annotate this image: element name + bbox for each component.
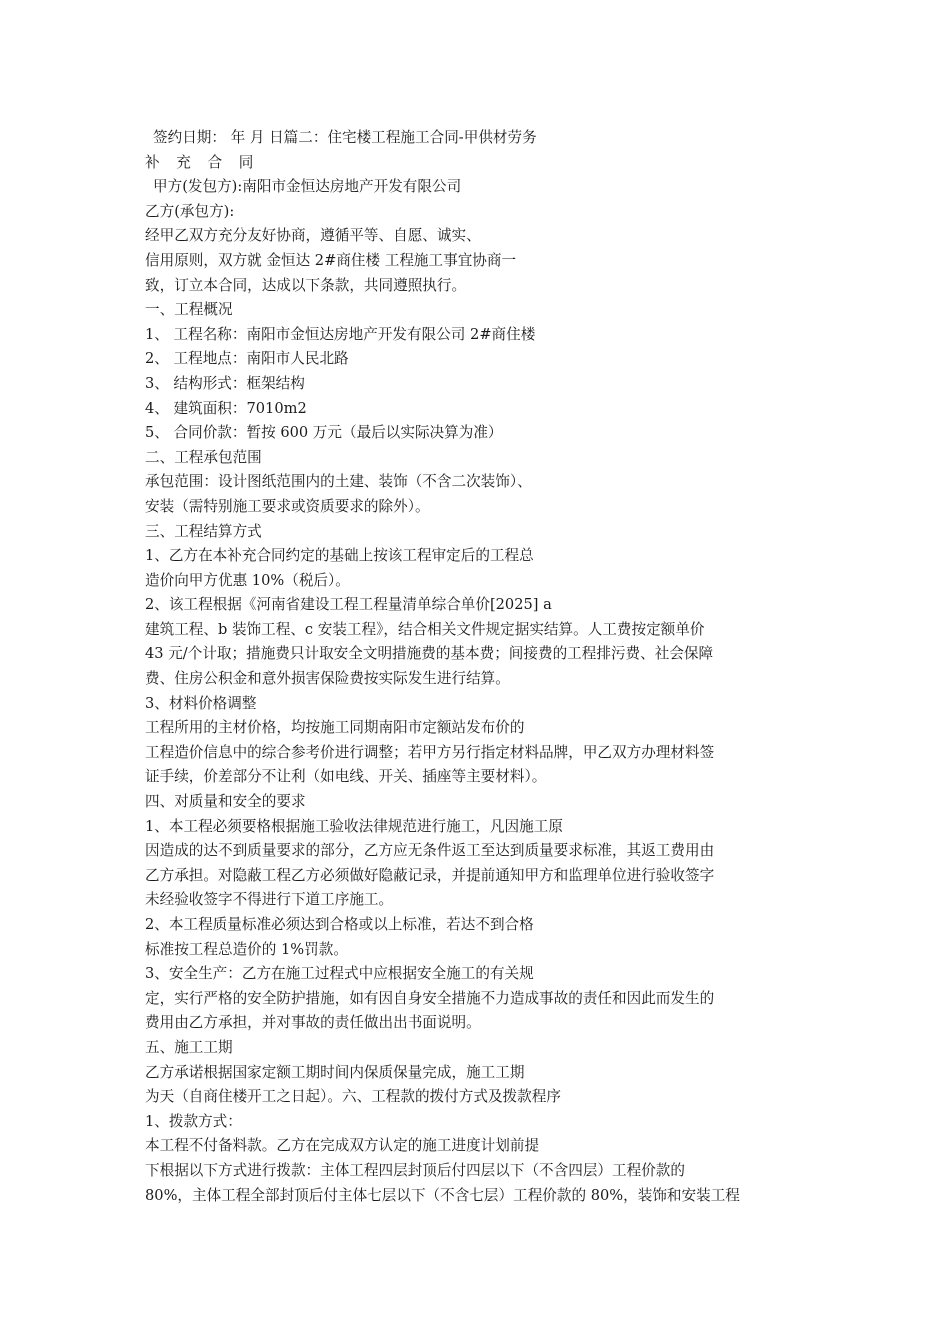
text-line: 承包范围：设计图纸范围内的土建、装饰（不含二次装饰）、 bbox=[145, 473, 532, 491]
text-line: 工程造价信息中的综合参考价进行调整；若甲方另行指定材料品牌，甲乙双方办理材料签 bbox=[145, 743, 715, 761]
text-line: 2、本工程质量标准必须达到合格或以上标准，若达不到合格 bbox=[145, 916, 534, 933]
section-heading: 三、工程结算方式 bbox=[145, 522, 262, 540]
text-line: 43 元/个计取；措施费只计取安全文明措施费的基本费；间接费的工程排污费、社会保障 bbox=[145, 645, 714, 663]
text-line: 1、乙方在本补充合同约定的基础上按该工程审定后的工程总 bbox=[145, 547, 534, 565]
text-line: 乙方承担。对隐蔽工程乙方必须做好隐蔽记录，并提前通知甲方和监理单位进行验收签字 bbox=[145, 866, 715, 884]
text-line: 80%，主体工程全部封顶后付主体七层以下（不含七层）工程价款的 80%，装饰和安装工程 bbox=[145, 1186, 740, 1204]
section-heading: 四、对质量和安全的要求 bbox=[145, 793, 306, 811]
text-line: 下根据以下方式进行拨款：主体工程四层封顶后付四层以下（不含四层）工程价款的 bbox=[145, 1161, 685, 1179]
text-line: 工程所用的主材价格，均按施工同期南阳市定额站发布价的 bbox=[145, 719, 525, 737]
text-line: 本工程不付备料款。乙方在完成双方认定的施工进度计划前提 bbox=[145, 1137, 540, 1155]
list-item: 2、 工程地点：南阳市人民北路 bbox=[145, 350, 349, 368]
list-item: 5、 合同价款：暂按 600 万元（最后以实际决算为准） bbox=[145, 424, 503, 442]
text-line: 造价向甲方优惠 10%（税后）。 bbox=[145, 571, 350, 589]
party-b-line: 乙方(承包方): bbox=[145, 202, 235, 220]
text-line: 标准按工程总造价的 1%罚款。 bbox=[145, 940, 348, 958]
party-a-line: 甲方(发包方):南阳市金恒达房地产开发有限公司 bbox=[153, 178, 462, 196]
list-item: 4、 建筑面积：7010m2 bbox=[145, 399, 307, 417]
text-line: 经甲乙双方充分友好协商，遵循平等、自愿、诚实、 bbox=[145, 227, 481, 245]
subsection-heading: 1、拨款方式： bbox=[145, 1112, 242, 1130]
subsection-heading: 3、材料价格调整 bbox=[145, 694, 257, 712]
text-line: 安装（需特别施工要求或资质要求的除外）。 bbox=[145, 497, 430, 515]
text-line: 未经验收签字不得进行下道工序施工。 bbox=[145, 891, 394, 909]
text-line: 为天（自商住楼开工之日起）。六、工程款的拨付方式及拨款程序 bbox=[145, 1088, 561, 1106]
text-line: 费、住房公积金和意外损害保险费按实际发生进行结算。 bbox=[145, 670, 510, 688]
text-line: 建筑工程、b 装饰工程、c 安装工程》，结合相关文件规定据实结算。人工费按定额单价 bbox=[145, 620, 705, 638]
text-line: 2、该工程根据《河南省建设工程工程量清单综合单价[2025] a bbox=[145, 596, 552, 614]
section-heading: 五、施工工期 bbox=[145, 1038, 233, 1056]
contract-text bbox=[145, 126, 810, 1208]
text-line: 证手续，价差部分不让利（如电线、开关、插座等主要材料）。 bbox=[145, 768, 547, 786]
section-heading: 二、工程承包范围 bbox=[145, 448, 262, 466]
list-item: 3、 结构形式：框架结构 bbox=[145, 374, 305, 392]
text-line: 因造成的达不到质量要求的部分，乙方应无条件返工至达到质量要求标准，其返工费用由 bbox=[145, 842, 715, 860]
supplement-contract-title: 补 充 合 同 bbox=[145, 153, 260, 171]
signing-date-line: 签约日期： 年 月 日篇二：住宅楼工程施工合同-甲供材劳务 bbox=[153, 129, 537, 146]
text-line: 3、安全生产：乙方在施工过程式中应根据安全施工的有关规 bbox=[145, 965, 534, 983]
text-line: 费用由乙方承担，并对事故的责任做出出书面说明。 bbox=[145, 1014, 481, 1032]
text-line: 乙方承诺根据国家定额工期时间内保质保量完成，施工工期 bbox=[145, 1063, 525, 1081]
text-line: 1、本工程必须要格根据施工验收法律规范进行施工，凡因施工原 bbox=[145, 817, 563, 835]
section-heading: 一、工程概况 bbox=[145, 301, 233, 319]
list-item: 1、 工程名称：南阳市金恒达房地产开发有限公司 2#商住楼 bbox=[145, 325, 536, 343]
text-line: 定，实行严格的安全防护措施，如有因自身安全措施不力造成事故的责任和因此而发生的 bbox=[145, 989, 715, 1007]
text-line: 致，订立本合同，达成以下条款，共同遵照执行。 bbox=[145, 276, 467, 294]
text-line: 信用原则，双方就 金恒达 2#商住楼 工程施工事宜协商一 bbox=[145, 251, 517, 269]
